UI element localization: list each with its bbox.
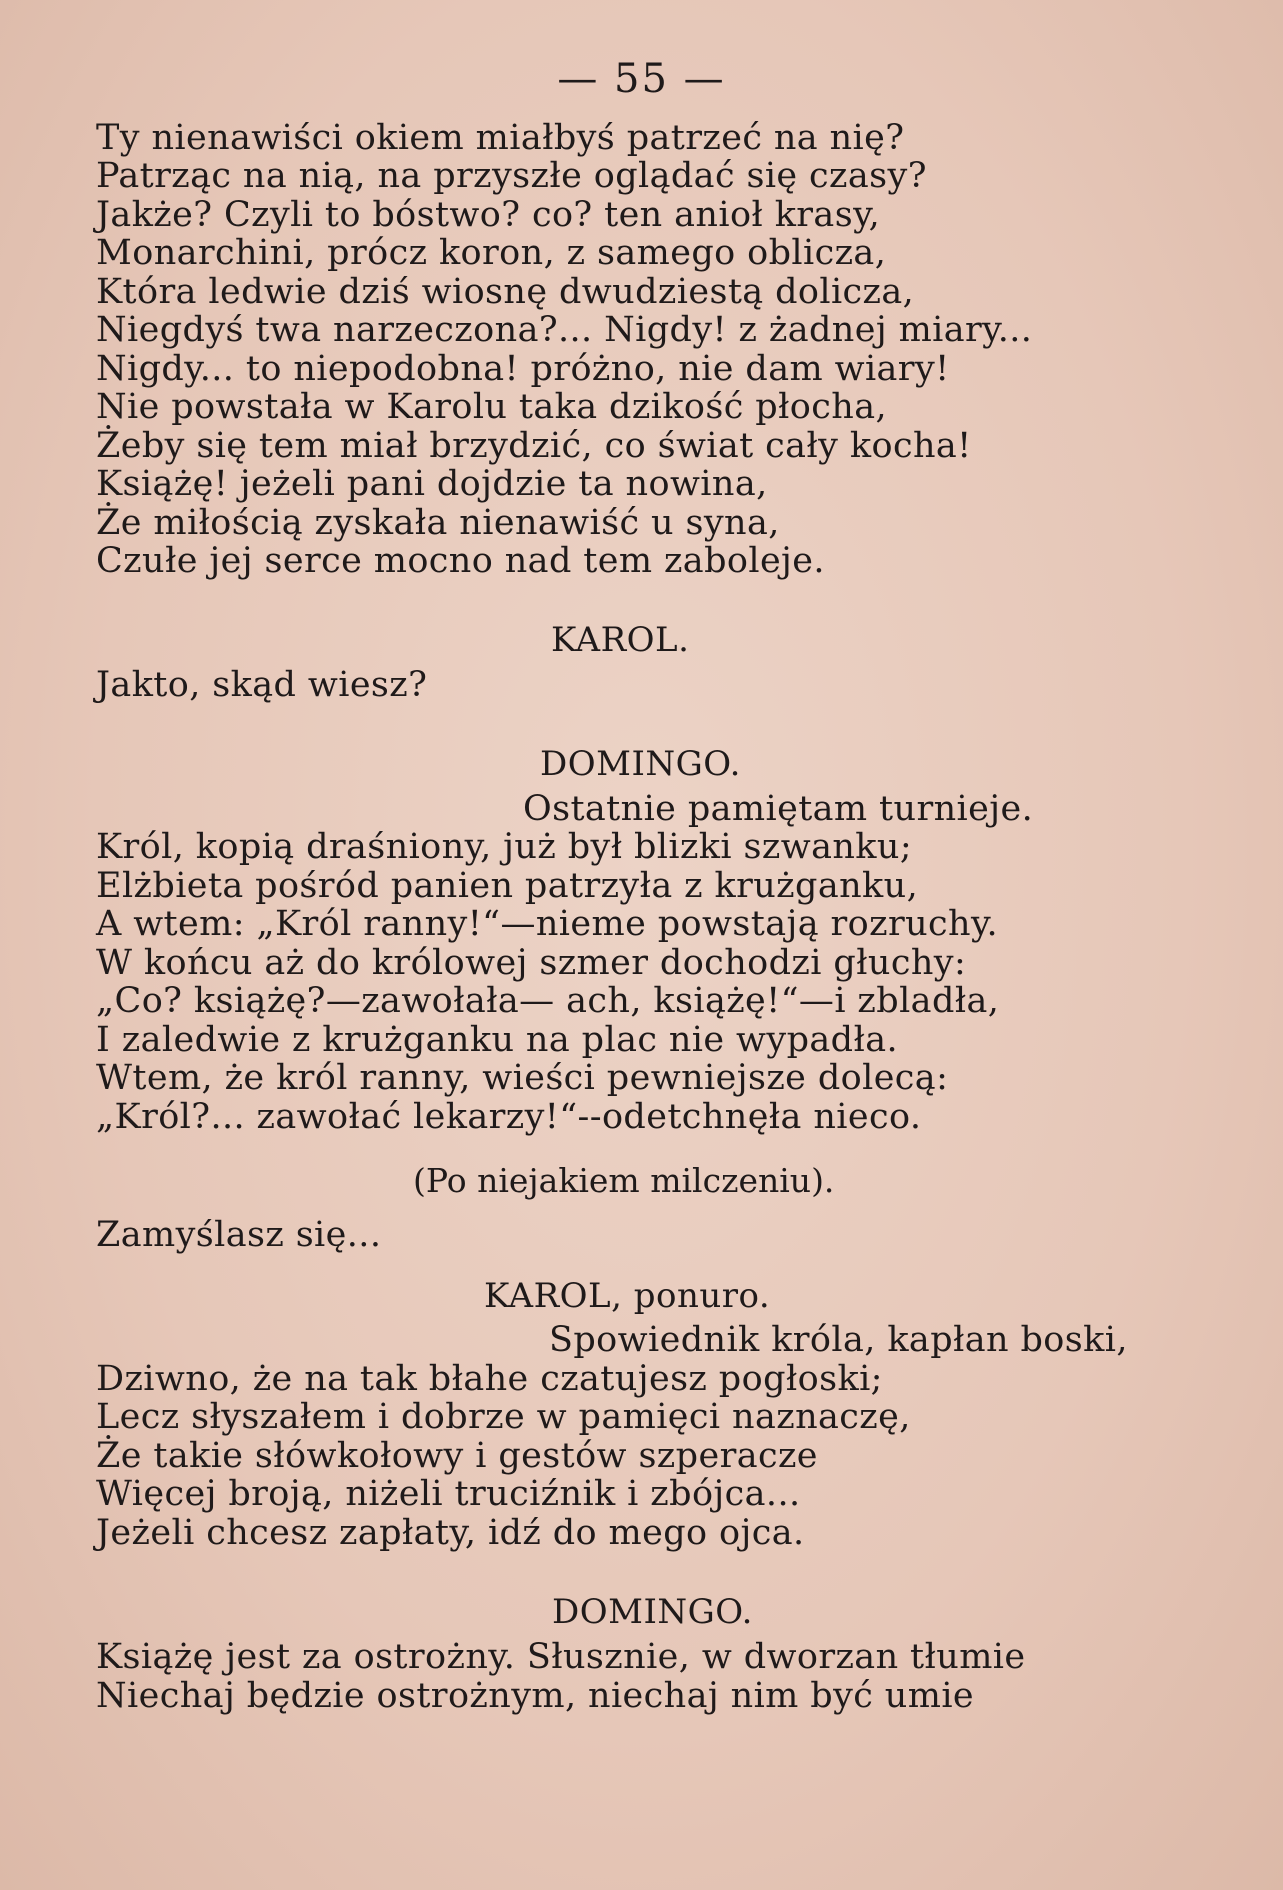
verse-line: Lecz słyszałem i dobrze w pamięci naznaczę,: [96, 1397, 911, 1437]
verse-line: Książę! jeżeli pani dojdzie ta nowina,: [96, 464, 768, 504]
verse-line: Czułe jej serce mocno nad tem zaboleje.: [96, 541, 825, 581]
stage-direction: (Po niejakiem milczeniu).: [413, 1161, 835, 1200]
verse-line: Dziwno, że na tak błahe czatujesz pogłoski;: [96, 1359, 883, 1399]
page-number: — 55 —: [557, 56, 726, 102]
verse-line: Która ledwie dziś wiosnę dwudziestą dolicza,: [96, 272, 915, 312]
verse-line: Ty nienawiści okiem miałbyś patrzeć na nię?: [96, 118, 905, 158]
speaker-name: KAROL, ponuro.: [484, 1276, 771, 1316]
verse-line: Elżbieta pośród panien patrzyła z krużganku,: [96, 866, 919, 906]
speaker-name: KAROL.: [551, 620, 690, 660]
verse-line: „Co? książę?—zawołała— ach, książę!“—i zbladła,: [96, 981, 1000, 1021]
verse-line: W końcu aż do królowej szmer dochodzi głuchy:: [96, 943, 967, 983]
verse-line: I zaledwie z krużganku na plac nie wypadła.: [96, 1020, 898, 1060]
verse-line: Niegdyś twa narzeczona?... Nigdy! z żadnej miary...: [96, 310, 1033, 350]
verse-line: A wtem: „Król ranny!“—nieme powstają rozruchy.: [96, 904, 999, 944]
verse-line: Ostatnie pamiętam turnieje.: [523, 789, 1034, 829]
verse-line: Więcej broją, niżeli truciźnik i zbójca...: [96, 1474, 801, 1514]
verse-line: Patrząc na nią, na przyszłe oglądać się czasy?: [96, 156, 927, 196]
verse-line: Król, kopią draśniony, już był blizki szwanku;: [96, 827, 913, 867]
speaker-name: DOMINGO.: [552, 1592, 753, 1632]
speaker-name: DOMINGO.: [540, 744, 741, 784]
verse-line: Monarchini, prócz koron, z samego oblicza,: [96, 233, 887, 273]
verse-line: Zamyślasz się...: [96, 1215, 382, 1255]
verse-line: Jakże? Czyli to bóstwo? co? ten anioł krasy,: [96, 195, 881, 235]
verse-line: Nie powstała w Karolu taka dzikość płocha,: [96, 387, 887, 427]
verse-line: Że miłością zyskała nienawiść u syna,: [96, 503, 780, 543]
verse-line: Wtem, że król ranny, wieści pewniejsze dolecą:: [96, 1058, 949, 1098]
verse-line: Nigdy... to niepodobna! próżno, nie dam wiary!: [96, 349, 950, 389]
verse-line: Że takie słówkołowy i gestów szperacze: [96, 1436, 818, 1476]
verse-line: Spowiednik króla, kapłan boski,: [549, 1320, 1128, 1360]
verse-line: „Król?... zawołać lekarzy!“--odetchnęła nieco.: [96, 1097, 922, 1137]
verse-line: Jeżeli chcesz zapłaty, idź do mego ojca.: [96, 1513, 805, 1553]
verse-line: Jakto, skąd wiesz?: [96, 665, 428, 705]
verse-line: Żeby się tem miał brzydzić, co świat cały kocha!: [96, 426, 972, 466]
verse-line: Książę jest za ostrożny. Słusznie, w dworzan tłumie: [96, 1637, 1026, 1677]
verse-line: Niechaj będzie ostrożnym, niechaj nim być umie: [96, 1676, 975, 1716]
